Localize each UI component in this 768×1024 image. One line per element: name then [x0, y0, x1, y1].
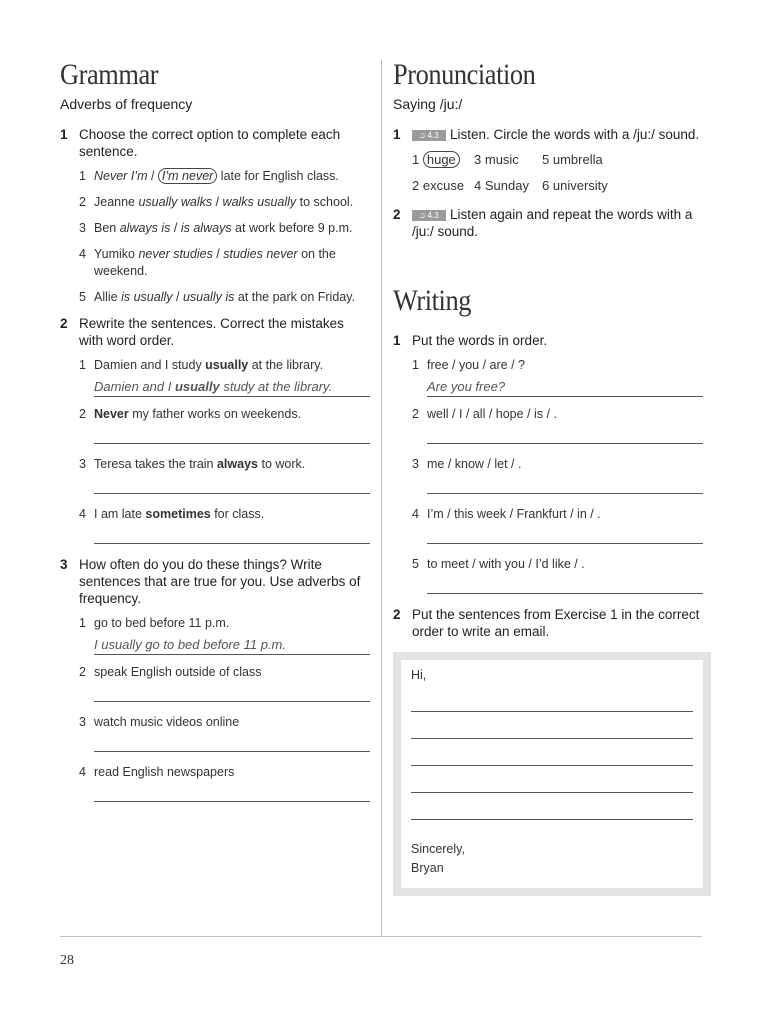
grammar-exercise-1-items: [60, 168, 370, 306]
writing-exercise-2-instruction: [393, 606, 703, 640]
column-divider: [381, 60, 382, 937]
item-number: 3: [474, 152, 482, 167]
email-signature: Bryan: [411, 861, 444, 875]
grammar-exercise-3-instruction: [60, 556, 370, 607]
instruction-text: Choose the correct option to complete each sentence.: [79, 127, 341, 159]
separator: /: [172, 290, 183, 304]
page-number: 28: [60, 953, 74, 968]
item-text: my father works on weekends.: [128, 407, 302, 421]
word: university: [552, 178, 608, 193]
item-text: well / I / all / hope / is / .: [427, 407, 557, 421]
audio-track-number: 4.3: [427, 130, 439, 140]
pronunciation-exercise-1-instruction: [393, 126, 703, 143]
list-item: [60, 220, 370, 237]
exercise-number: 1: [393, 333, 401, 348]
item-text: I’m / this week / Frankfurt / in / .: [427, 507, 601, 521]
option-1[interactable]: always is: [119, 221, 171, 235]
email-line[interactable]: [411, 766, 693, 793]
item-text: free / you / are / ?: [427, 358, 525, 372]
word-item[interactable]: [474, 151, 542, 168]
item-number: 6: [542, 178, 550, 193]
item-number: 1: [79, 169, 86, 183]
item-text: Damien and I study: [94, 358, 206, 372]
option-1[interactable]: never studies: [138, 247, 213, 261]
option-2[interactable]: usually is: [182, 290, 235, 304]
writing-title: Writing: [393, 284, 471, 317]
grammar-title: Grammar: [60, 58, 159, 91]
item-text: Jeanne: [94, 195, 139, 209]
item-number: 1: [79, 358, 86, 372]
separator: /: [170, 221, 181, 235]
item-text: Ben: [94, 221, 120, 235]
grammar-exercise-1-instruction: [60, 126, 370, 160]
word-item[interactable]: [412, 151, 474, 168]
list-item: [60, 406, 370, 444]
list-item: [60, 289, 370, 306]
answer-text: study at the library.: [219, 379, 333, 394]
exercise-number: 2: [393, 607, 401, 622]
answer-line[interactable]: [94, 473, 370, 494]
bold-word: sometimes: [145, 507, 211, 521]
item-number: 2: [79, 407, 86, 421]
item-number: 5: [412, 557, 419, 571]
word: excuse: [422, 178, 465, 193]
list-item: [60, 506, 370, 544]
answer-bold: usually: [174, 379, 220, 394]
item-text: at the park on Friday.: [234, 290, 356, 304]
bold-word: Never: [94, 407, 129, 421]
list-item: [393, 556, 703, 594]
answer-line[interactable]: [427, 473, 703, 494]
pronunciation-writing-column: [393, 58, 703, 896]
item-text: read English newspapers: [94, 765, 235, 779]
answer-line[interactable]: [427, 573, 703, 594]
word-item[interactable]: [542, 177, 632, 194]
item-number: 4: [79, 507, 86, 521]
answer-text: Damien and I: [94, 379, 175, 394]
option-1[interactable]: usually walks: [138, 195, 213, 209]
item-text: at work before 9 p.m.: [231, 221, 353, 235]
footer-rule: [60, 936, 702, 937]
list-item: [60, 194, 370, 211]
list-item: [393, 506, 703, 544]
option-2[interactable]: is always: [180, 221, 232, 235]
item-text: Allie: [94, 290, 122, 304]
item-number: 4: [79, 247, 86, 261]
item-number: 2: [79, 665, 86, 679]
item-number: 2: [412, 407, 419, 421]
word: Sunday: [484, 178, 529, 193]
separator: /: [212, 247, 224, 261]
item-text: to school.: [296, 195, 354, 209]
exercise-number: 2: [60, 316, 68, 331]
grammar-exercise-2-items: [60, 357, 370, 544]
email-line[interactable]: [411, 739, 693, 766]
option-2[interactable]: walks usually: [222, 195, 297, 209]
exercise-number: 1: [60, 127, 68, 142]
item-number: 3: [79, 715, 86, 729]
list-item: [60, 615, 370, 655]
instruction-text: Rewrite the sentences. Correct the mistakes with word order.: [79, 316, 344, 348]
item-text: watch music videos online: [94, 715, 240, 729]
exercise-number: 2: [393, 207, 401, 222]
grammar-exercise-2-instruction: [60, 315, 370, 349]
list-item: [60, 456, 370, 494]
item-text: for class.: [210, 507, 265, 521]
answer-line[interactable]: Are you free?: [427, 378, 703, 397]
item-text: to work.: [258, 457, 306, 471]
item-text: Teresa takes the train: [94, 457, 217, 471]
word-item[interactable]: [542, 151, 632, 168]
item-text: I am late: [94, 507, 146, 521]
item-number: 3: [412, 457, 419, 471]
answer-line[interactable]: [94, 523, 370, 544]
option-2[interactable]: studies never: [223, 247, 298, 261]
grammar-subtitle: Adverbs of frequency: [60, 96, 193, 112]
item-number: 2: [79, 195, 86, 209]
bold-word: always: [216, 457, 258, 471]
email-body: [401, 660, 703, 888]
pronunciation-subtitle: Saying /ju:/: [393, 96, 463, 112]
separator: /: [147, 169, 158, 183]
list-item: [60, 357, 370, 397]
email-line[interactable]: [411, 685, 693, 712]
writing-exercise-1-items: [393, 357, 703, 594]
pronunciation-word-list: [393, 151, 703, 194]
audio-track-number: 4.3: [427, 210, 439, 220]
instruction-text: Put the sentences from Exercise 1 in the correct order to write an email.: [412, 607, 700, 639]
instruction-text: How often do you do these things? Write sentences that are true for you. Use adverbs of frequency.: [79, 557, 361, 606]
option-2-circled[interactable]: I’m never: [158, 168, 217, 184]
answer-line[interactable]: [94, 731, 370, 752]
answer-line[interactable]: [427, 523, 703, 544]
answer-line[interactable]: [94, 781, 370, 802]
item-text: late for English class.: [217, 169, 339, 183]
word-item[interactable]: [474, 177, 542, 194]
answer-line[interactable]: [94, 378, 370, 397]
list-item: [60, 168, 370, 185]
item-text: Yumiko: [94, 247, 139, 261]
item-number: 3: [79, 221, 86, 235]
answer-line[interactable]: [94, 423, 370, 444]
list-item: [60, 246, 370, 280]
pronunciation-exercise-2-instruction: [393, 206, 703, 240]
item-number: 4: [474, 178, 482, 193]
list-item: [393, 456, 703, 494]
item-number: 2: [412, 178, 420, 193]
email-line[interactable]: [411, 793, 693, 820]
instruction-text: Put the words in order.: [412, 333, 548, 348]
item-text: me / know / let / .: [427, 457, 522, 471]
circled-word: huge: [423, 151, 460, 168]
item-number: 4: [79, 765, 86, 779]
item-text: to meet / with you / I’d like / .: [427, 557, 585, 571]
instruction-text: Listen again and repeat the words with a /ju:/ sound.: [412, 207, 693, 239]
option-1[interactable]: Never I’m: [94, 169, 148, 183]
list-item: [60, 664, 370, 702]
word: umbrella: [552, 152, 603, 167]
answer-line[interactable]: [427, 423, 703, 444]
item-number: 3: [79, 457, 86, 471]
email-box: [393, 652, 711, 896]
item-number: 5: [542, 152, 550, 167]
email-closing: Sincerely,: [411, 842, 465, 856]
list-item: [393, 357, 703, 397]
word-item[interactable]: [412, 177, 474, 194]
email-greeting: Hi,: [411, 668, 427, 682]
item-number: 1: [412, 358, 419, 372]
item-number: 4: [412, 507, 419, 521]
item-text: at the library.: [248, 358, 324, 372]
instruction-text: Listen. Circle the words with a /ju:/ sound.: [450, 127, 700, 142]
exercise-number: 1: [393, 127, 401, 142]
item-text: speak English outside of class: [94, 665, 262, 679]
grammar-exercise-3-items: [60, 615, 370, 802]
word: music: [484, 152, 519, 167]
item-number: 5: [79, 290, 86, 304]
grammar-section: [60, 58, 370, 814]
option-1[interactable]: is usually: [121, 290, 173, 304]
item-number: 1: [79, 616, 86, 630]
item-text: go to bed before 11 p.m.: [94, 616, 230, 630]
audio-track-icon[interactable]: ♫ 4.3: [412, 210, 446, 221]
exercise-number: 3: [60, 557, 68, 572]
answer-line[interactable]: [94, 681, 370, 702]
item-number: 1: [412, 152, 420, 167]
item-text: on the weekend.: [94, 247, 336, 278]
list-item: [60, 764, 370, 802]
email-line[interactable]: [411, 712, 693, 739]
bold-word: usually: [205, 358, 249, 372]
writing-exercise-1-instruction: [393, 332, 703, 349]
pronunciation-title: Pronunciation: [393, 58, 536, 91]
separator: /: [212, 195, 223, 209]
answer-line[interactable]: I usually go to bed before 11 p.m.: [94, 636, 370, 655]
list-item: [60, 714, 370, 752]
list-item: [393, 406, 703, 444]
audio-track-icon[interactable]: ♫ 4.3: [412, 130, 446, 141]
